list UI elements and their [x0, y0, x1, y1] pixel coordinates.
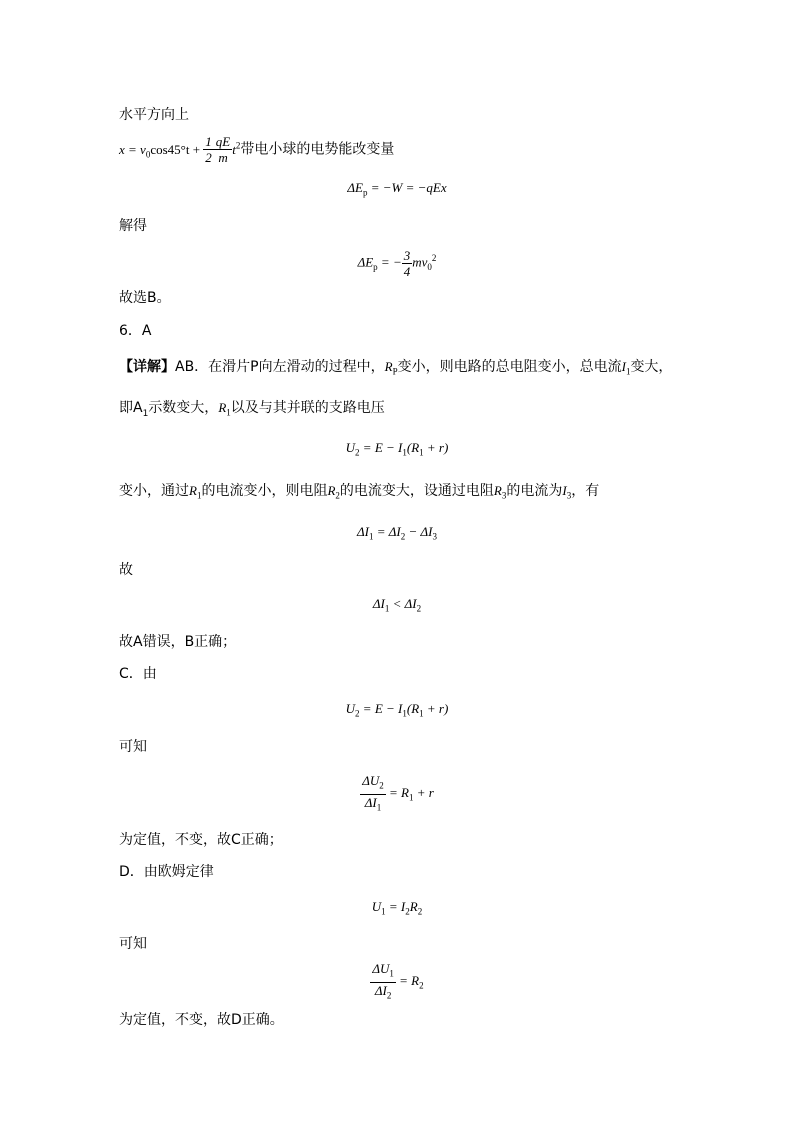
formula-energy-result: $\Delta E_p$ = − $\frac{3}{4}$ $mv_0^2$ [357, 248, 437, 279]
text-known-2: 可知 [119, 936, 147, 952]
text-solve: 解得 [119, 218, 147, 234]
fraction-du2-di1: $\frac{\Delta U_2}{\Delta I_1}$ [362, 773, 384, 813]
text-current-change: 变小，通过$R_1$的电流变小，则电阻$R_2$的电流变大，设通过电阻$R_3$的电流为$I_3$，有 [119, 483, 600, 501]
formula-x: $x = v_0\cos 45^\circ t$ + [119, 141, 204, 160]
formula-energy-change: $\Delta E_p = -W = -qEx$ [347, 180, 447, 198]
text-choose-b: 故选B。 [119, 290, 171, 306]
text-c-by: C．由 [119, 666, 157, 682]
fraction-half: $\frac{1}{2}$ [205, 134, 212, 165]
formula-du1-di2: $\frac{\Delta U_1}{\Delta I_2}$ = $R_2$ [0, 961, 794, 1003]
text-detail-ab: 【详解】AB．在滑片P向左滑动的过程中，$R_P$变小，则电路的总电阻变小，总电流$I_1$变大， [119, 359, 673, 377]
text-question-6: 6．A [119, 323, 152, 339]
text-d-ohm-law: D．由欧姆定律 [119, 864, 214, 880]
text-x-equation: $x = v_0\cos 45^\circ t$ + $\frac{1}{2}$ $\frac{qE}{m}$ $t^2$带电小球的电势能改变量 [119, 134, 395, 165]
text-therefore-1: 故 [119, 562, 133, 578]
text-known-1: 可知 [119, 739, 147, 755]
text-constant-c: 为定值，不变，故C正确； [119, 832, 283, 848]
fraction-qe-m: $\frac{qE}{m}$ [215, 134, 231, 165]
fraction-du1-di2: $\frac{\Delta U_1}{\Delta I_2}$ [372, 961, 394, 1001]
fraction-three-quarters: $\frac{3}{4}$ [403, 248, 411, 279]
formula-du2-di1: $\frac{\Delta U_2}{\Delta I_1}$ = $R_1 + r$ [0, 773, 794, 815]
formula-u2-1: $U_2 = E - I_1(R_1 + r)$ [345, 440, 449, 458]
text-a-wrong-b-correct: 故A错误，B正确； [119, 634, 237, 650]
text-constant-d: 为定值，不变，故D正确。 [119, 1012, 284, 1028]
formula-ohm: $U_1 = I_2R_2$ [371, 899, 423, 917]
formula-u2-2: $U_2 = E - I_1(R_1 + r)$ [345, 701, 449, 719]
formula-delta-i: $\Delta I_1 = \Delta I_2 - \Delta I_3$ [357, 524, 437, 542]
formula-delta-i-compare: $\Delta I_1 < \Delta I_2$ [372, 596, 422, 614]
text-a1-reading: 即$A_1$示数变大，$R_1$以及与其并联的支路电压 [119, 400, 385, 419]
text-horizontal-direction: 水平方向上 [119, 107, 189, 123]
